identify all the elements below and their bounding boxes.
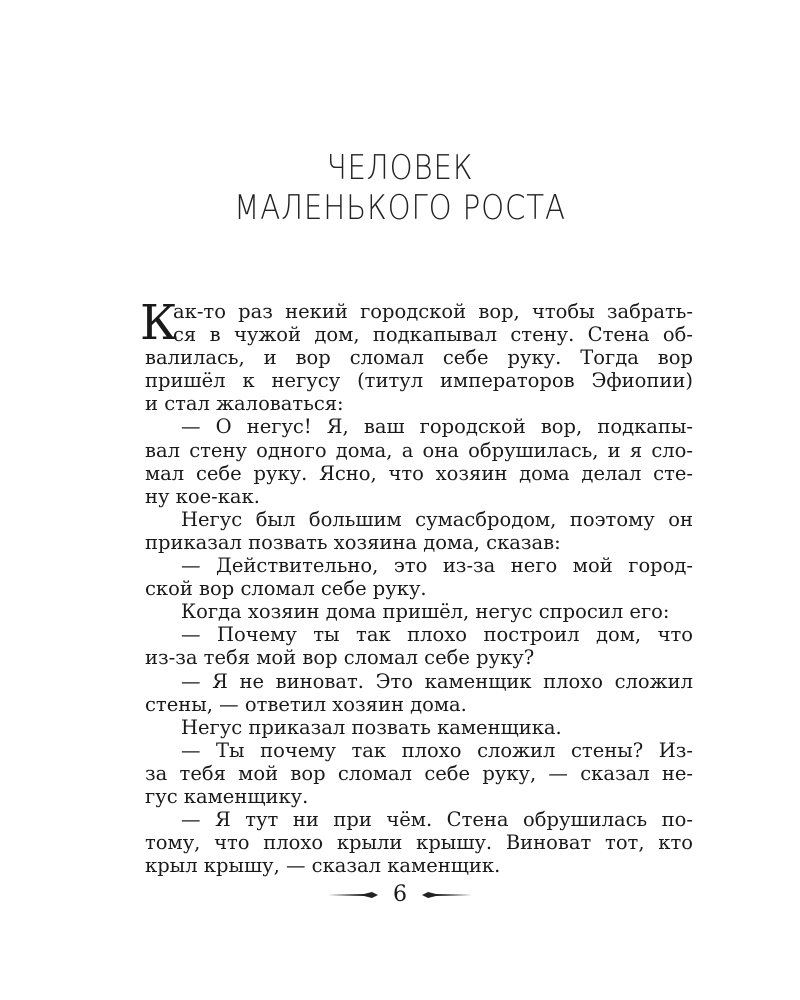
page-footer — [0, 880, 800, 910]
text-line: — О негус! Я, ваш городской вор, подкапы- — [181, 415, 693, 439]
text-line: из-за тебя мой вор сломал себе руку? — [145, 646, 535, 670]
text-line: ак-то раз некий городской вор, чтобы забрать- — [173, 300, 693, 323]
text-line: ской вор сломал себе руку. — [145, 577, 427, 601]
text-line: Негус приказал позвать каменщика. — [181, 715, 562, 739]
text-line: Когда хозяин дома пришёл, негус спросил его: — [181, 600, 670, 624]
text-line: мал себе руку. Ясно, что хозяин дома делал сте- — [145, 461, 693, 485]
chapter-title-line-2: МАЛЕНЬКОГО РОСТА — [234, 188, 566, 228]
text-line: — Я тут ни при чём. Стена обрушилась по- — [181, 808, 693, 832]
text-line: тому, что плохо крыли крышу. Виноват тот, кто — [145, 831, 693, 855]
text-line: пришёл к негусу (титул императоров Эфиопии) — [145, 369, 693, 393]
left-ornament-icon — [328, 891, 378, 899]
body-text — [140, 295, 693, 878]
text-line: валилась, и вор сломал себе руку. Тогда вор — [145, 346, 693, 370]
text-line: вал стену одного дома, а она обрушилась, и я сло- — [145, 438, 693, 462]
text-line: — Действительно, это из-за него мой город- — [181, 554, 693, 578]
text-line: ну кое-как. — [145, 484, 260, 508]
right-ornament-icon — [422, 891, 472, 899]
text-line: — Я не виноват. Это каменщик плохо сложил — [181, 669, 693, 693]
text-line: ся в чужой дом, подкапывал стену. Стена об- — [173, 323, 693, 347]
text-line: за тебя мой вор сломал себе руку, — сказал не- — [145, 761, 693, 785]
text-line: крыл крышу, — сказал каменщик. — [145, 854, 501, 878]
text-line: приказал позвать хозяина дома, сказав: — [145, 530, 561, 554]
text-line: и стал жаловаться: — [145, 392, 344, 416]
text-line: гус каменщику. — [145, 784, 309, 808]
text-line: Негус был большим сумасбродом, поэтому он — [181, 507, 693, 531]
drop-cap: К — [140, 295, 178, 351]
chapter-title-line-1: ЧЕЛОВЕК — [326, 148, 474, 188]
text-line: — Ты почему так плохо сложил стены? Из- — [181, 738, 693, 762]
text-line: стены, — ответил хозяин дома. — [145, 692, 467, 716]
chapter-title — [56, 148, 744, 228]
text-lines — [145, 300, 693, 877]
page-number: 6 — [393, 882, 407, 907]
text-line: — Почему ты так плохо построил дом, что — [181, 623, 693, 647]
